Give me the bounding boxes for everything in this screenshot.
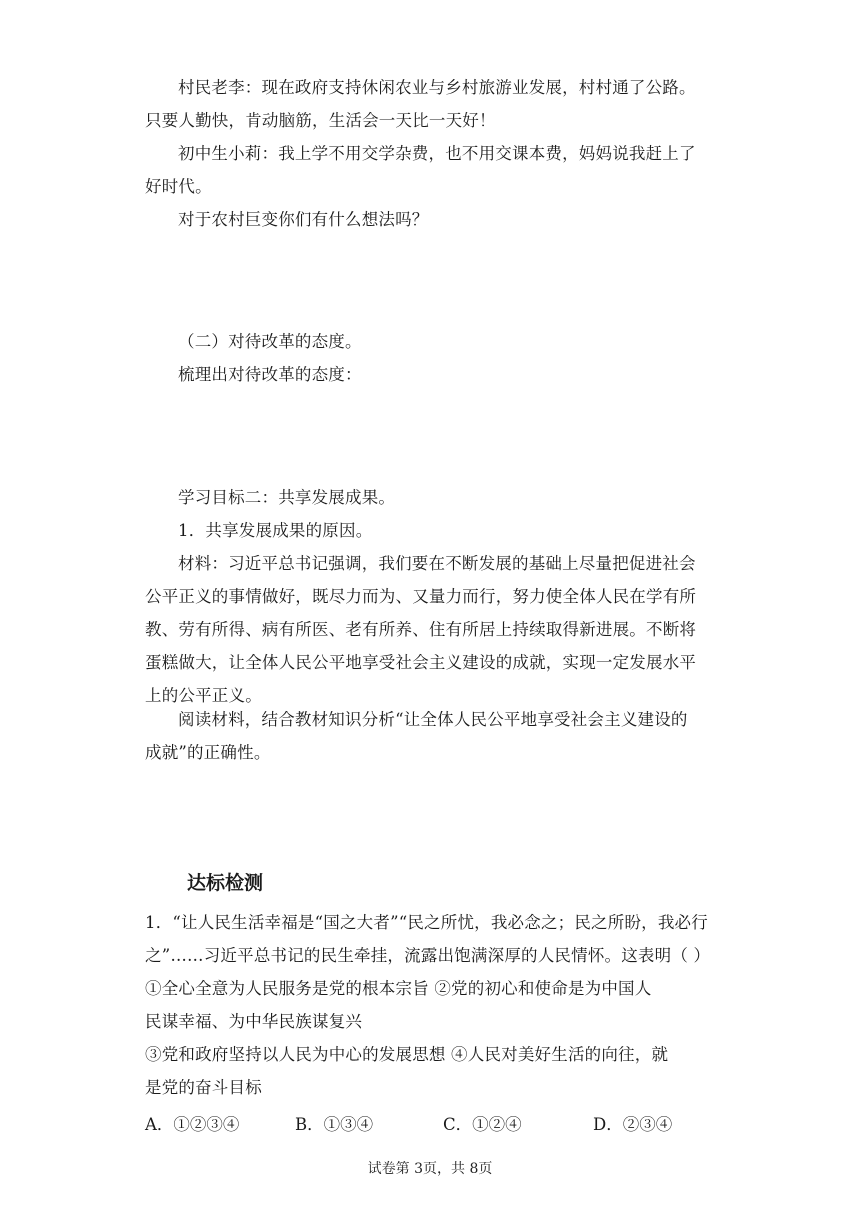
statement-line-1: ①全心全意为人民服务是党的根本宗旨 ②党的初心和使命是为中国人: [145, 979, 652, 998]
task-line-1: 阅读材料，结合教材知识分析“让全体人民公平地享受社会主义建设的: [178, 710, 688, 729]
passage-student-line-1: 初中生小莉：我上学不用交学杂费，也不用交课本费，妈妈说我赶上了: [178, 144, 696, 163]
question-1-line-2: 之”……习近平总书记的民生牵挂，流露出饱满深厚的人民情怀。这表明（ ）: [145, 946, 711, 965]
question-rural-change: 对于农村巨变你们有什么想法吗？: [178, 210, 429, 229]
material-line-5: 上的公平正义。: [145, 686, 262, 705]
task-line-2: 成就”的正确性。: [145, 743, 271, 762]
material-line-2: 公平正义的事情做好，既尽力而为、又量力而行，努力使全体人民在学有所: [145, 587, 697, 606]
material-line-1: 材料：习近平总书记强调，我们要在不断发展的基础上尽量把促进社会: [178, 554, 696, 573]
part2-prompt: 梳理出对待改革的态度：: [178, 365, 362, 384]
passage-student-line-2: 好时代。: [145, 177, 212, 196]
statement-line-3: ③党和政府坚持以人民为中心的发展思想 ④人民对美好生活的向往，就: [145, 1045, 669, 1064]
goal2-heading: 学习目标二：共享发展成果。: [178, 488, 396, 507]
part2-heading: （二）对待改革的态度。: [178, 332, 362, 351]
goal2-subheading: 1．共享发展成果的原因。: [178, 521, 373, 540]
statement-line-4: 是党的奋斗目标: [145, 1078, 262, 1097]
option-d: D．②③④: [593, 1115, 673, 1134]
page-footer: 试卷第 3页，共 8页: [367, 1161, 493, 1177]
section-title-check: 达标检测: [187, 872, 264, 894]
material-line-4: 蛋糕做大，让全体人民公平地享受社会主义建设的成就，实现一定发展水平: [145, 653, 697, 672]
passage-villager-line-1: 村民老李：现在政府支持休闲农业与乡村旅游业发展，村村通了公路。: [178, 78, 696, 97]
material-line-3: 教、劳有所得、病有所医、老有所养、住有所居上持续取得新进展。不断将: [145, 620, 697, 639]
statement-line-2: 民谋幸福、为中华民族谋复兴: [145, 1012, 363, 1031]
option-a: A．①②③④: [145, 1115, 240, 1134]
option-c: C．①②④: [443, 1115, 522, 1134]
passage-villager-line-2: 只要人勤快，肯动脑筋，生活会一天比一天好！: [145, 111, 496, 130]
question-1-line-1: 1．“让人民生活幸福是“国之大者”“民之所忧，我必念之；民之所盼，我必行: [145, 913, 708, 932]
option-b: B．①③④: [295, 1115, 374, 1134]
